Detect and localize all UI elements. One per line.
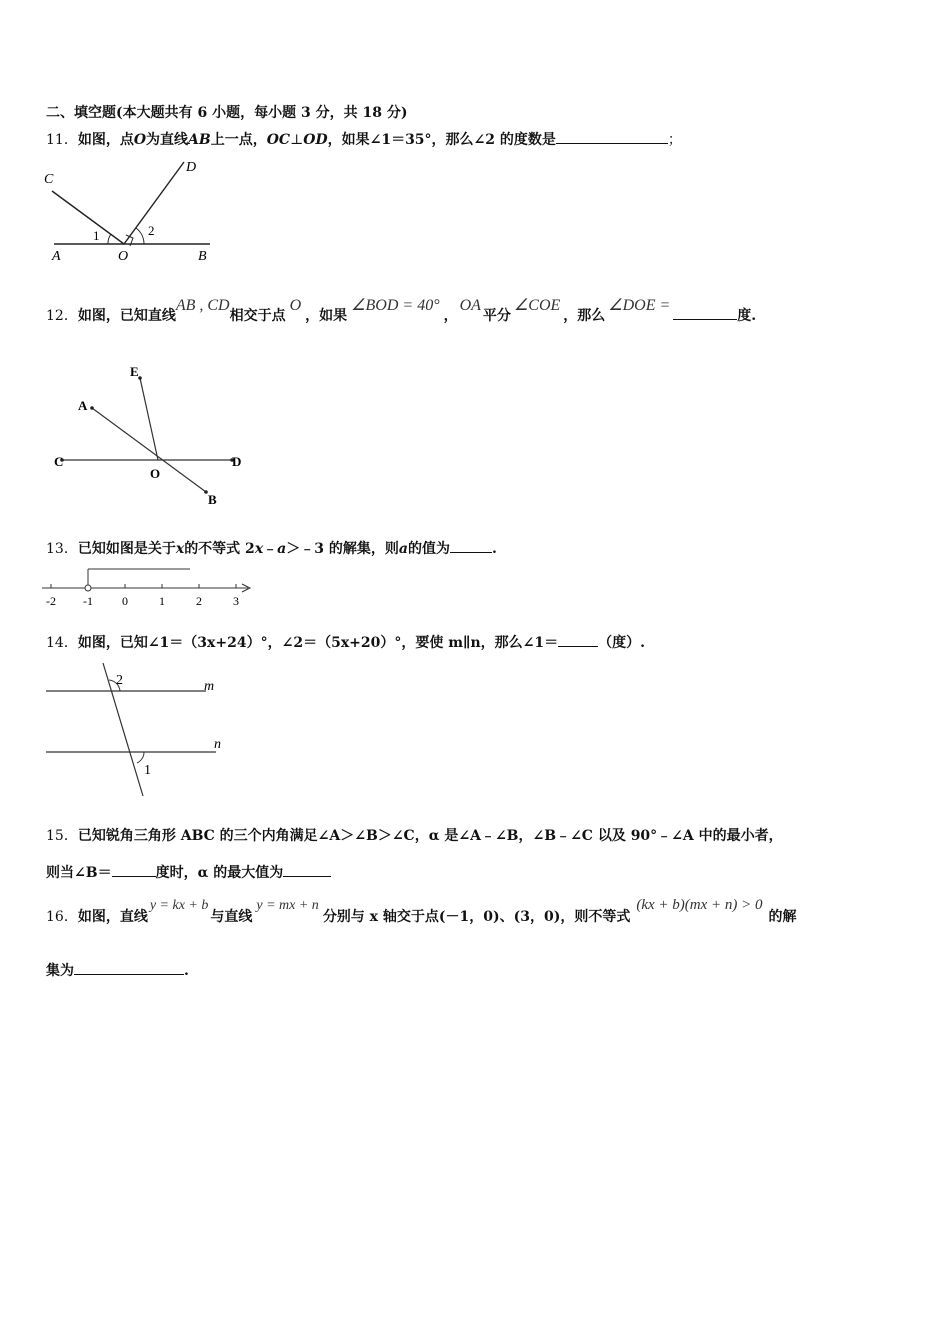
- math-line2: y = mx + n: [256, 898, 319, 913]
- q13-number-line: [40, 565, 255, 610]
- q11-end: ；: [667, 132, 682, 148]
- q11-text-part: 如图，点: [77, 132, 134, 148]
- open-circle: [85, 585, 91, 591]
- q11-text-part: ，如果∠1＝35°，那么∠2 的度数是: [327, 132, 556, 148]
- angle1-arc: [108, 234, 111, 244]
- answer-blank[interactable]: [556, 130, 668, 144]
- label-angle2: 2: [148, 223, 155, 238]
- axis-tick-label: 2: [196, 594, 202, 608]
- q11-perp-symbol: ⊥: [290, 132, 304, 148]
- label-angle1: 1: [144, 763, 151, 778]
- angle2-arc: [136, 228, 144, 244]
- axis-tick-label: -1: [83, 594, 93, 608]
- q15-text-part: 度时，α 的最大值为: [155, 865, 284, 881]
- question-number: 14．: [46, 635, 78, 651]
- answer-blank[interactable]: [283, 863, 331, 877]
- q12-text-part: 如图，已知直线: [77, 308, 176, 324]
- math-oa: OA: [459, 297, 481, 314]
- label-angle1: 1: [93, 228, 100, 243]
- answer-blank[interactable]: [673, 306, 737, 320]
- question-13-text: [46, 538, 497, 558]
- question-number: 16．: [46, 909, 78, 925]
- answer-blank[interactable]: [450, 539, 492, 553]
- ray-oc: [52, 191, 124, 244]
- q11-line-ab: AB: [188, 132, 211, 148]
- math-ab-cd: AB , CD: [175, 297, 230, 314]
- q13-end: .: [491, 541, 497, 557]
- label-c: C: [44, 172, 54, 187]
- axis-tick-label: 1: [159, 594, 165, 608]
- q14-end: （度）.: [598, 635, 645, 651]
- label-a: A: [78, 398, 88, 413]
- var-x: x: [175, 541, 185, 557]
- angle1-arc: [137, 752, 144, 763]
- answer-blank[interactable]: [112, 863, 156, 877]
- math-o: O: [289, 297, 302, 314]
- label-n: n: [214, 737, 221, 752]
- q12-end: 度.: [737, 308, 757, 324]
- section-title: 二、填空题(本大题共有 6 小题，每小题 3 分，共 18 分): [46, 105, 408, 121]
- axis-tick-label: 3: [233, 594, 239, 608]
- label-o: O: [118, 249, 129, 264]
- question-12-text: [46, 296, 756, 336]
- q13-text-part: 已知如图是关于: [77, 541, 176, 557]
- label-b: B: [208, 492, 217, 507]
- label-m: m: [204, 679, 215, 694]
- axis-tick-label: -2: [46, 594, 56, 608]
- label-b: B: [198, 249, 207, 264]
- question-number: 11．: [46, 132, 78, 148]
- question-15-line2: [46, 862, 331, 882]
- label-e: E: [130, 364, 139, 379]
- question-16-line2: [46, 960, 189, 980]
- q16-end: .: [184, 963, 189, 979]
- axis-tick-label: 0: [122, 594, 128, 608]
- question-number: 12．: [46, 308, 78, 324]
- math-inequality: (kx + b)(mx + n) > 0: [636, 897, 763, 913]
- math-angle-doe: ∠DOE =: [608, 297, 671, 314]
- question-number: 15．: [46, 828, 78, 844]
- q16-text-part: 与直线: [210, 909, 253, 925]
- q13-text-part: 的值为: [407, 541, 450, 557]
- q12-text-part: ，如果: [305, 308, 348, 324]
- transversal: [103, 663, 143, 796]
- q11-figure: [40, 158, 220, 266]
- label-angle2: 2: [116, 673, 123, 688]
- question-11-text: [46, 129, 682, 149]
- question-14-text: [46, 632, 645, 652]
- answer-blank[interactable]: [74, 961, 184, 975]
- label-d: D: [232, 454, 242, 469]
- q16-text-part: 如图，直线: [77, 909, 148, 925]
- q12-text-part: 平分: [482, 308, 511, 324]
- question-number: 13．: [46, 541, 78, 557]
- math-line1: y = kx + b: [149, 898, 209, 913]
- math-angle-bod: ∠BOD = 40°: [351, 297, 440, 314]
- math-angle-coe: ∠COE: [513, 297, 561, 314]
- q11-od: OD: [303, 132, 328, 148]
- q15-text-part: 则当∠B＝: [46, 865, 112, 881]
- q13-text-part: ﹣: [263, 541, 278, 557]
- question-15-line1: [46, 825, 783, 845]
- q16-text-part: 集为: [46, 963, 74, 979]
- ray-oe: [140, 378, 158, 460]
- point-e: [138, 376, 142, 380]
- q11-oc: OC: [266, 132, 291, 148]
- q12-figure: [46, 360, 256, 510]
- var-x: x: [254, 541, 264, 557]
- q14-text-part: 如图，已知∠1＝（3x+24）°，∠2＝（5x+20）°，要使 m∥n，那么∠1＝: [77, 635, 559, 651]
- q16-text-part: 的解: [768, 909, 797, 925]
- q15-text-part: 已知锐角三角形 ABC 的三个内角满足∠A＞∠B＞∠C，α 是∠A﹣∠B，∠B﹣∠C 以及 90°﹣∠A 中的最小者，: [77, 828, 783, 844]
- var-a: a: [277, 541, 287, 557]
- label-a: A: [52, 249, 61, 264]
- q12-text-part: ，: [443, 308, 458, 324]
- var-a: a: [398, 541, 408, 557]
- q11-text-part: 上一点，: [210, 132, 267, 148]
- q14-figure: [40, 660, 230, 800]
- label-o: O: [150, 466, 161, 481]
- q13-text-part: ＞﹣3 的解集，则: [286, 541, 399, 557]
- q16-text-part: 分别与 x 轴交于点(－1，0)、(3，0)，则不等式: [322, 909, 631, 925]
- q11-point-o: O: [133, 132, 147, 148]
- answer-blank[interactable]: [558, 633, 598, 647]
- label-c: C: [54, 454, 64, 469]
- label-d: D: [186, 160, 197, 175]
- q12-text-part: 相交于点: [229, 308, 286, 324]
- point-a: [90, 406, 94, 410]
- question-16-line1: [46, 897, 797, 938]
- q13-text-part: 的不等式 2: [184, 541, 255, 557]
- q12-text-part: ，那么: [563, 308, 606, 324]
- q11-text-part: 为直线: [146, 132, 189, 148]
